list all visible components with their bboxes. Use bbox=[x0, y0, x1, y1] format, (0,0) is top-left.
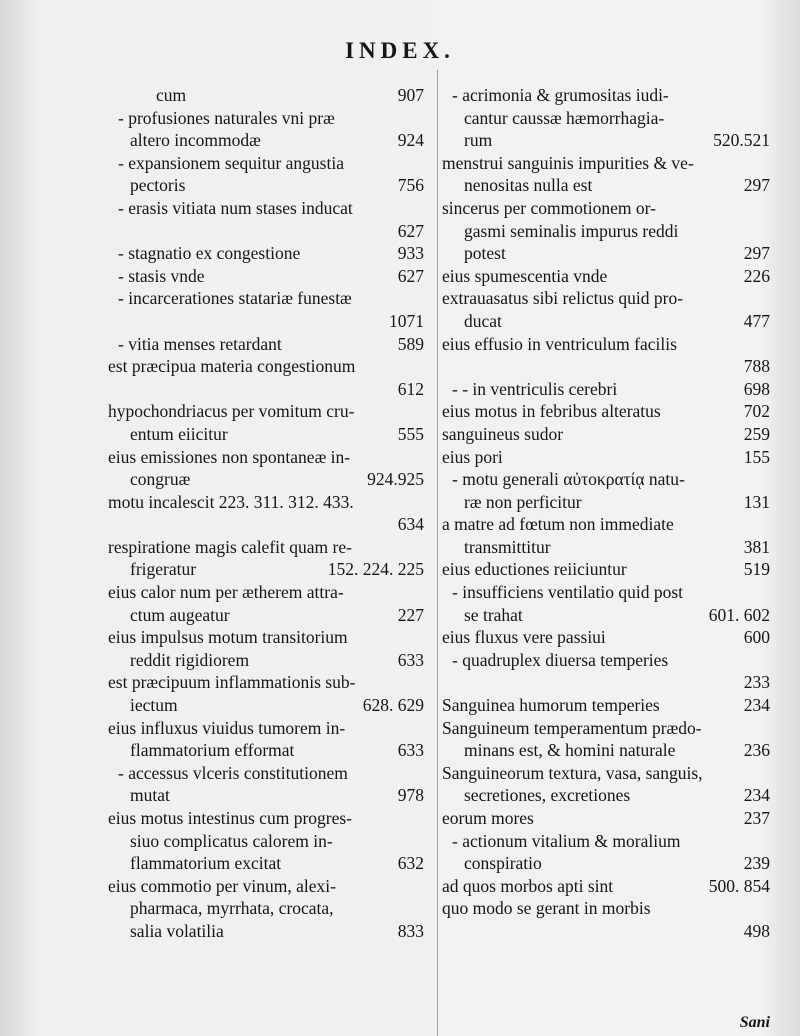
page-reference: 601. 602 bbox=[708, 604, 770, 625]
entry-line bbox=[108, 649, 424, 672]
entry-line bbox=[442, 581, 770, 604]
index-entry bbox=[442, 513, 770, 558]
page-reference: 788 bbox=[743, 356, 770, 377]
entry-line bbox=[442, 649, 770, 672]
entry-text: pharmaca, myrrhata, crocata, bbox=[130, 898, 334, 919]
entry-text: - vitia menses retardant bbox=[118, 333, 282, 354]
entry-line bbox=[108, 717, 424, 740]
entry-text: ræ non perficitur bbox=[464, 491, 582, 512]
entry-text: eius effusio in ventriculum facilis bbox=[442, 333, 677, 354]
index-entry bbox=[442, 423, 770, 446]
entry-text bbox=[464, 672, 468, 692]
entry-line bbox=[108, 197, 424, 220]
entry-line bbox=[442, 536, 770, 559]
entry-line bbox=[108, 423, 424, 446]
entry-text: a matre ad fœtum non immediate bbox=[442, 514, 674, 535]
entry-line bbox=[108, 355, 424, 378]
entry-text: congruæ bbox=[130, 469, 191, 490]
entry-line bbox=[442, 333, 770, 356]
page-reference: 628. 629 bbox=[362, 695, 424, 716]
index-entry bbox=[442, 581, 770, 626]
entry-line bbox=[108, 84, 424, 107]
entry-line bbox=[108, 558, 424, 581]
entry-line bbox=[442, 152, 770, 175]
index-entry bbox=[108, 762, 424, 807]
page-reference: 477 bbox=[743, 310, 770, 331]
entry-text: motu incalescit 223. 311. 312. 433. bbox=[108, 491, 354, 512]
page-reference: 498 bbox=[743, 920, 770, 941]
index-entry bbox=[442, 626, 770, 649]
entry-line bbox=[108, 739, 424, 762]
page-reference: 381 bbox=[743, 536, 770, 557]
entry-line bbox=[108, 400, 424, 423]
index-entry bbox=[108, 287, 424, 332]
entry-line bbox=[442, 378, 770, 401]
entry-text: eorum mores bbox=[442, 808, 534, 828]
entry-line bbox=[108, 875, 424, 898]
index-entry bbox=[442, 897, 770, 942]
entry-line bbox=[108, 626, 424, 649]
index-entry bbox=[442, 446, 770, 469]
index-entry bbox=[442, 333, 770, 378]
page-reference: 589 bbox=[397, 333, 424, 354]
index-entry bbox=[108, 875, 424, 943]
index-entry bbox=[442, 762, 770, 807]
entry-line bbox=[442, 310, 770, 333]
entry-line bbox=[442, 626, 770, 649]
entry-text: salia volatilia bbox=[130, 920, 224, 941]
entry-text: eius spumescentia vnde bbox=[442, 265, 608, 286]
entry-line bbox=[442, 491, 770, 514]
entry-text: respiratione magis calefit quam re- bbox=[108, 536, 352, 557]
index-entry bbox=[108, 717, 424, 762]
index-entry bbox=[108, 671, 424, 716]
page-reference: 520.521 bbox=[713, 130, 770, 151]
index-entry bbox=[108, 446, 424, 491]
page-header: INDEX. bbox=[345, 38, 455, 63]
index-entry bbox=[442, 717, 770, 762]
entry-line bbox=[108, 446, 424, 469]
entry-line bbox=[108, 830, 424, 853]
entry-text: nenositas nulla est bbox=[464, 175, 593, 196]
page-reference: 155 bbox=[743, 446, 770, 467]
entry-line bbox=[108, 694, 424, 717]
index-entry bbox=[442, 400, 770, 423]
page-reference: 833 bbox=[397, 920, 424, 941]
entry-text: rum bbox=[464, 130, 493, 151]
entry-text: entum eiicitur bbox=[130, 423, 228, 444]
index-entry bbox=[442, 875, 770, 898]
entry-text: iectum bbox=[130, 695, 178, 716]
index-entry bbox=[108, 400, 424, 445]
entry-line bbox=[442, 400, 770, 423]
entry-line bbox=[108, 604, 424, 627]
entry-line bbox=[108, 287, 424, 310]
entry-text: conspiratio bbox=[464, 853, 542, 874]
entry-text: eius commotio per vinum, alexi- bbox=[108, 875, 336, 896]
entry-line bbox=[442, 604, 770, 627]
entry-text: altero incommodæ bbox=[130, 130, 261, 151]
entry-line bbox=[442, 287, 770, 310]
index-entry bbox=[108, 84, 424, 107]
entry-line bbox=[108, 107, 424, 130]
entry-line bbox=[108, 784, 424, 807]
entry-line bbox=[442, 671, 770, 694]
entry-text bbox=[130, 379, 134, 399]
page-reference: 627 bbox=[397, 220, 424, 241]
index-entry bbox=[442, 468, 770, 513]
entry-line bbox=[108, 220, 424, 243]
entry-text: menstrui sanguinis impurities & ve- bbox=[442, 152, 694, 173]
entry-text: potest bbox=[464, 243, 506, 264]
page-reference: 227 bbox=[397, 604, 424, 625]
index-entry bbox=[108, 491, 424, 536]
entry-text: transmittitur bbox=[464, 536, 551, 557]
entry-text: minans est, & homini naturale bbox=[464, 740, 676, 761]
entry-text: ctum augeatur bbox=[130, 604, 230, 625]
entry-line bbox=[108, 378, 424, 401]
entry-text: ad quos morbos apti sint bbox=[442, 875, 614, 896]
entry-line bbox=[108, 513, 424, 536]
entry-text: - actionum vitalium & moralium bbox=[452, 830, 681, 851]
index-entry bbox=[442, 378, 770, 401]
entry-text: se trahat bbox=[464, 604, 523, 625]
page-reference: 633 bbox=[397, 649, 424, 670]
page-reference: 924 bbox=[397, 130, 424, 151]
index-entry bbox=[442, 84, 770, 152]
entry-line bbox=[108, 310, 424, 333]
entry-line bbox=[442, 174, 770, 197]
entry-line bbox=[442, 446, 770, 469]
entry-line bbox=[442, 513, 770, 536]
entry-line bbox=[108, 152, 424, 175]
entry-line bbox=[442, 897, 770, 920]
entry-text: - erasis vitiata num stases inducat bbox=[118, 197, 353, 218]
page-reference: 519 bbox=[743, 559, 770, 580]
catchword: Sani bbox=[739, 1014, 770, 1031]
entry-text: secretiones, excretiones bbox=[464, 785, 631, 806]
index-entry bbox=[108, 536, 424, 581]
entry-text: eius motus intestinus cum progres- bbox=[108, 808, 353, 828]
entry-text: - expansionem sequitur angustia bbox=[118, 152, 344, 173]
entry-text: - accessus vlceris constitutionem bbox=[118, 762, 348, 783]
entry-line bbox=[442, 920, 770, 943]
entry-text: frigeratur bbox=[130, 559, 197, 580]
entry-line bbox=[108, 129, 424, 152]
entry-line bbox=[442, 807, 770, 830]
entry-text: sanguineus sudor bbox=[442, 423, 564, 444]
entry-text: Sanguinea humorum temperies bbox=[442, 695, 660, 716]
entry-text: eius pori bbox=[442, 446, 503, 467]
entry-text: eius fluxus vere passiui bbox=[442, 627, 606, 648]
entry-line bbox=[442, 220, 770, 243]
entry-text: eius eductiones reiiciuntur bbox=[442, 559, 627, 580]
entry-text: siuo complicatus calorem in- bbox=[130, 830, 333, 851]
entry-line bbox=[442, 762, 770, 785]
entry-text: ducat bbox=[464, 310, 502, 331]
entry-line bbox=[442, 739, 770, 762]
entry-text: - motu generali αὐτοκρατίᾳ natu- bbox=[452, 469, 685, 490]
entry-text: - stasis vnde bbox=[118, 265, 205, 286]
entry-line bbox=[442, 423, 770, 446]
entry-text: Sanguineum temperamentum prædo- bbox=[442, 717, 702, 738]
entry-text: extrauasatus sibi relictus quid pro- bbox=[442, 288, 684, 309]
entry-text bbox=[130, 311, 134, 331]
index-entry bbox=[108, 242, 424, 265]
entry-text: eius motus in febribus alteratus bbox=[442, 401, 661, 422]
index-entry bbox=[442, 807, 770, 830]
index-entry bbox=[108, 807, 424, 875]
page-reference: 234 bbox=[743, 695, 770, 716]
index-entry bbox=[442, 287, 770, 332]
entry-text: - - in ventriculis cerebri bbox=[452, 378, 618, 399]
entry-text: Sanguineorum textura, vasa, sanguis, bbox=[442, 762, 703, 783]
page-reference: 500. 854 bbox=[708, 875, 770, 896]
entry-text: eius impulsus motum transitorium bbox=[108, 627, 348, 648]
column-divider bbox=[437, 70, 438, 1036]
entry-text: gasmi seminalis impurus reddi bbox=[464, 220, 679, 241]
entry-line bbox=[442, 717, 770, 740]
index-entry bbox=[108, 197, 424, 242]
index-entry bbox=[108, 265, 424, 288]
entry-line bbox=[108, 920, 424, 943]
entry-text: - insufficiens ventilatio quid post bbox=[452, 582, 684, 603]
page-reference: 702 bbox=[743, 401, 770, 422]
index-entry bbox=[442, 649, 770, 694]
entry-text: cum bbox=[156, 85, 187, 105]
entry-line bbox=[108, 807, 424, 830]
entry-text: - acrimonia & grumositas iudi- bbox=[452, 85, 669, 105]
index-entry bbox=[442, 152, 770, 197]
entry-line bbox=[442, 784, 770, 807]
index-column-left bbox=[108, 84, 424, 943]
index-entry bbox=[442, 694, 770, 717]
entry-text: hypochondriacus per vomitum cru- bbox=[108, 401, 355, 422]
entry-text: eius calor num per ætherem attra- bbox=[108, 582, 344, 603]
page-reference: 612 bbox=[397, 378, 424, 399]
index-entry bbox=[442, 558, 770, 581]
page-reference: 297 bbox=[743, 175, 770, 196]
entry-text: quo modo se gerant in morbis bbox=[442, 898, 651, 919]
entry-line bbox=[442, 852, 770, 875]
entry-line bbox=[108, 333, 424, 356]
entry-line bbox=[442, 875, 770, 898]
entry-line bbox=[442, 468, 770, 491]
entry-text: sincerus per commotionem or- bbox=[442, 197, 656, 218]
index-entry bbox=[108, 581, 424, 626]
page-reference: 259 bbox=[743, 423, 770, 444]
entry-text bbox=[464, 921, 468, 941]
page-reference: 634 bbox=[397, 514, 424, 535]
entry-text bbox=[130, 514, 134, 534]
entry-text: eius emissiones non spontaneæ in- bbox=[108, 446, 351, 467]
page-reference: 907 bbox=[397, 85, 424, 105]
entry-line bbox=[108, 536, 424, 559]
entry-line bbox=[108, 174, 424, 197]
index-entry bbox=[442, 830, 770, 875]
entry-text: - profusiones naturales vni præ bbox=[118, 107, 335, 128]
index-entry bbox=[108, 333, 424, 356]
entry-line bbox=[442, 265, 770, 288]
entry-line bbox=[442, 355, 770, 378]
entry-line bbox=[442, 694, 770, 717]
entry-line bbox=[108, 897, 424, 920]
entry-line bbox=[108, 671, 424, 694]
index-entry bbox=[108, 355, 424, 400]
page-reference: 933 bbox=[397, 243, 424, 264]
page-reference: 236 bbox=[743, 740, 770, 761]
index-entry bbox=[108, 107, 424, 152]
page-reference: 632 bbox=[397, 853, 424, 874]
page-reference: 924.925 bbox=[367, 469, 424, 490]
page-reference: 226 bbox=[743, 265, 770, 286]
page-reference: 234 bbox=[743, 785, 770, 806]
entry-text: est præcipua materia congestionum bbox=[108, 356, 356, 377]
entry-text: reddit rigidiorem bbox=[130, 649, 250, 670]
entry-line bbox=[108, 491, 424, 514]
entry-line bbox=[442, 197, 770, 220]
entry-text: - stagnatio ex congestione bbox=[118, 243, 301, 264]
entry-text: flammatorium excitat bbox=[130, 853, 282, 874]
entry-line bbox=[442, 84, 770, 107]
page-reference: 756 bbox=[397, 175, 424, 196]
entry-text bbox=[130, 221, 134, 241]
entry-line bbox=[442, 129, 770, 152]
entry-text: - incarcerationes statariæ funestæ bbox=[118, 288, 352, 309]
entry-text: flammatorium efformat bbox=[130, 740, 295, 761]
entry-text: mutat bbox=[130, 785, 170, 806]
page-reference: 600 bbox=[743, 627, 770, 648]
page-reference: 131 bbox=[743, 491, 770, 512]
entry-line bbox=[108, 242, 424, 265]
index-column-right bbox=[442, 84, 770, 943]
entry-line bbox=[108, 468, 424, 491]
page-reference: 627 bbox=[397, 265, 424, 286]
entry-line bbox=[108, 581, 424, 604]
page-reference: 633 bbox=[397, 740, 424, 761]
entry-line bbox=[442, 242, 770, 265]
entry-text: - quadruplex diuersa temperies bbox=[452, 649, 669, 670]
entry-line bbox=[442, 558, 770, 581]
entry-text: cantur caussæ hæmorrhagia- bbox=[464, 107, 665, 128]
page-reference: 237 bbox=[743, 808, 770, 828]
entry-text: pectoris bbox=[130, 175, 186, 196]
index-entry bbox=[108, 626, 424, 671]
entry-line bbox=[108, 762, 424, 785]
page-reference: 698 bbox=[743, 378, 770, 399]
entry-line bbox=[442, 107, 770, 130]
page-reference: 555 bbox=[397, 423, 424, 444]
page-reference: 239 bbox=[743, 853, 770, 874]
page-reference: 233 bbox=[743, 672, 770, 693]
page-reference: 978 bbox=[397, 785, 424, 806]
page-reference: 1071 bbox=[389, 310, 424, 331]
index-entry bbox=[442, 197, 770, 265]
entry-text bbox=[464, 356, 468, 376]
page-reference: 297 bbox=[743, 243, 770, 264]
entry-line bbox=[108, 265, 424, 288]
page-reference: 152. 224. 225 bbox=[327, 559, 424, 580]
index-entry bbox=[442, 265, 770, 288]
entry-line bbox=[442, 830, 770, 853]
entry-text: eius influxus viuidus tumorem in- bbox=[108, 717, 346, 738]
index-entry bbox=[108, 152, 424, 197]
entry-line bbox=[108, 852, 424, 875]
entry-text: est præcipuum inflammationis sub- bbox=[108, 672, 356, 693]
